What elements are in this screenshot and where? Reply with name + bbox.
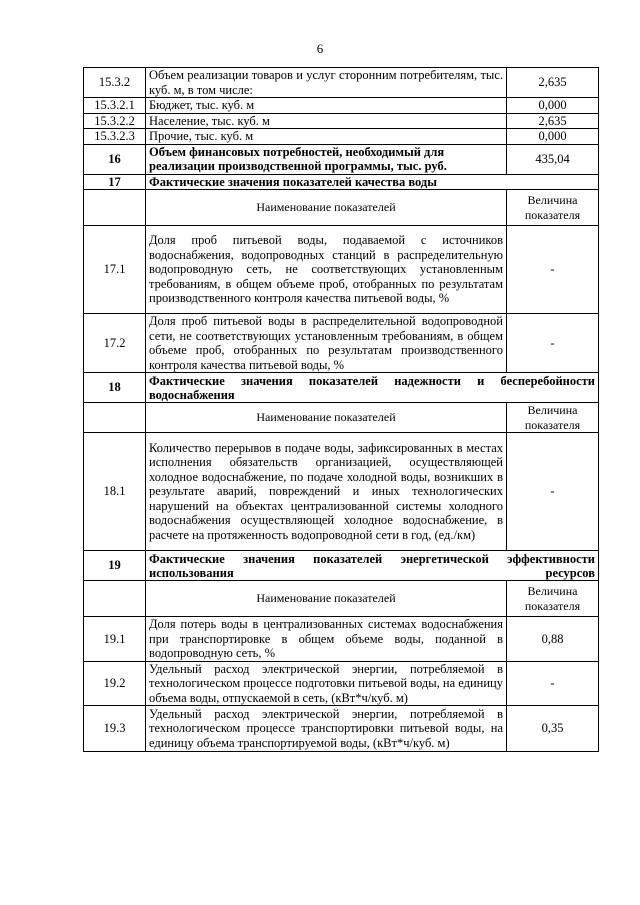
- table-row: [84, 113, 599, 129]
- page-number: 6: [316, 41, 324, 56]
- row-number: 18.1: [84, 433, 146, 551]
- header-name: Наименование показателей: [146, 190, 507, 226]
- row-text: Население, тыс. куб. м: [146, 113, 507, 129]
- table-row: [84, 129, 599, 145]
- section-title-row: [84, 174, 599, 190]
- row-number: 15.3.2: [84, 68, 146, 98]
- row-text: Доля потерь воды в централизованных системах водоснабжения при транспортировке в общем объеме воды, поданной в водопроводную сеть, %: [146, 617, 507, 662]
- column-header-row: [84, 581, 599, 617]
- table-row: [84, 226, 599, 314]
- row-number: 16: [84, 144, 146, 174]
- indicators-table: [83, 67, 599, 752]
- table-row: [84, 68, 599, 98]
- table-row: [84, 314, 599, 373]
- row-number: 15.3.2.1: [84, 98, 146, 114]
- row-text: Количество перерывов в подаче воды, зафиксированных в местах исполнения обязательств организацией, осуществляющей холодное водоснабжение, по подаче холодной воды, возникших в результате аварий, повреждений и иных технологических нарушений на объектах централизованной системы холодного водоснабжения осуществляющей холодное водоснабжение, в расчете на протяженность водопроводной сети в год, (ед./км): [146, 433, 507, 551]
- table-row: [84, 144, 599, 174]
- table-row: [84, 433, 599, 551]
- row-value: 0,000: [507, 98, 599, 114]
- table-row: [84, 98, 599, 114]
- header-value: Величина показателя: [507, 581, 599, 617]
- row-number: 19.1: [84, 617, 146, 662]
- section-title-row: [84, 551, 599, 581]
- row-value: 0,000: [507, 129, 599, 145]
- header-value: Величина показателя: [507, 190, 599, 226]
- table-row: [84, 617, 599, 662]
- row-value: -: [507, 314, 599, 373]
- row-text: Доля проб питьевой воды, подаваемой с источников водоснабжения, водопроводных станций в распределительную водопроводную сеть, не соответствующих установленным требованиям, в общем объеме проб, отобранных по результатам производственного контроля качества питьевой воды, %: [146, 226, 507, 314]
- row-value: 2,635: [507, 113, 599, 129]
- row-text: Прочие, тыс. куб. м: [146, 129, 507, 145]
- row-number: 19.3: [84, 706, 146, 752]
- row-text: Бюджет, тыс. куб. м: [146, 98, 507, 114]
- table-row: [84, 706, 599, 752]
- column-header-row: [84, 403, 599, 433]
- row-number: 15.3.2.3: [84, 129, 146, 145]
- row-value: -: [507, 433, 599, 551]
- row-value: 0,35: [507, 706, 599, 752]
- row-number: 15.3.2.2: [84, 113, 146, 129]
- row-text: Объем финансовых потребностей, необходимый для реализации производственной программы, тыс. руб.: [146, 144, 507, 174]
- row-number: 17.2: [84, 314, 146, 373]
- row-value: 435,04: [507, 144, 599, 174]
- section-number: 17: [84, 174, 146, 190]
- header-value: Величина показателя: [507, 403, 599, 433]
- section-number: 18: [84, 373, 146, 403]
- row-value: -: [507, 661, 599, 706]
- row-value: 0,88: [507, 617, 599, 662]
- section-title: Фактические значения показателей энергетической эффективности использования ресурсов: [146, 551, 599, 581]
- section-title: Фактические значения показателей качества воды: [146, 174, 599, 190]
- header-name: Наименование показателей: [146, 403, 507, 433]
- row-number: 19.2: [84, 661, 146, 706]
- section-number: 19: [84, 551, 146, 581]
- header-name: Наименование показателей: [146, 581, 507, 617]
- row-number: 17.1: [84, 226, 146, 314]
- table-row: [84, 661, 599, 706]
- row-text: Доля проб питьевой воды в распределительной водопроводной сети, не соответствующих установленным требованиям, в общем объеме проб, отобранных по результатам производственного контроля качества питьевой воды, %: [146, 314, 507, 373]
- row-value: 2,635: [507, 68, 599, 98]
- row-text: Удельный расход электрической энергии, потребляемой в технологическом процессе подготовки питьевой воды, на единицу объема воды, отпускаемой в сеть, (кВт*ч/куб. м): [146, 661, 507, 706]
- row-text: Объем реализации товаров и услуг сторонним потребителям, тыс. куб. м, в том числе:: [146, 68, 507, 98]
- column-header-row: [84, 190, 599, 226]
- section-title-row: [84, 373, 599, 403]
- row-text: Удельный расход электрической энергии, потребляемой в технологическом процессе транспортировки питьевой воды, на единицу объема транспортируемой воды, (кВт*ч/куб. м): [146, 706, 507, 752]
- row-value: -: [507, 226, 599, 314]
- section-title: Фактические значения показателей надежности и бесперебойности водоснабжения: [146, 373, 599, 403]
